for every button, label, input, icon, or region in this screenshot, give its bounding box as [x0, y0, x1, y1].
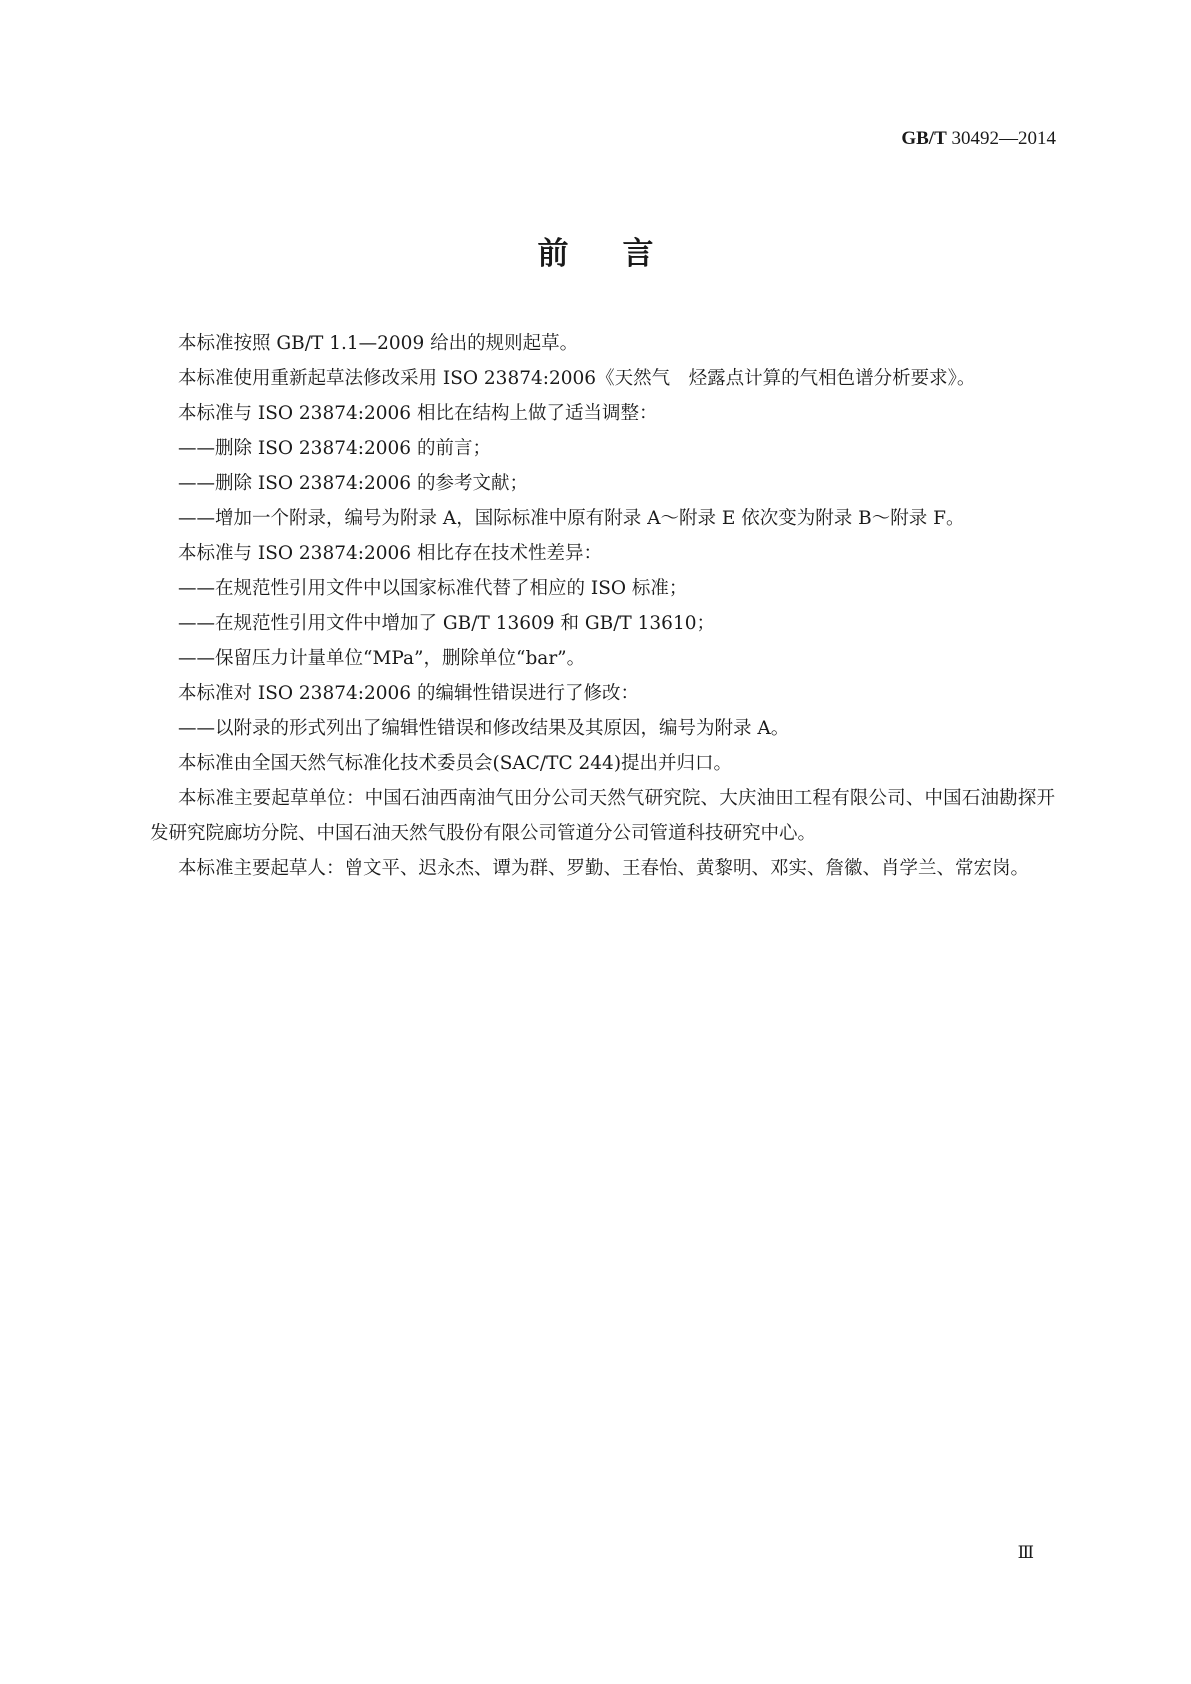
- list-item: ——增加一个附录，编号为附录 A，国际标准中原有附录 A～附录 E 依次变为附录 B～附录 F。: [178, 508, 965, 529]
- page-title: 前言: [537, 236, 708, 272]
- list-item: ——删除 ISO 23874:2006 的参考文献；: [178, 473, 528, 494]
- paragraph: 本标准对 ISO 23874:2006 的编辑性错误进行了修改：: [178, 683, 639, 704]
- document-code-number: 30492—2014: [951, 128, 1056, 149]
- paragraph: 本标准与 ISO 23874:2006 相比在结构上做了适当调整：: [178, 403, 658, 424]
- document-code-prefix: GB/T: [901, 128, 947, 149]
- paragraph: 本标准与 ISO 23874:2006 相比存在技术性差异：: [178, 543, 602, 564]
- list-item: ——在规范性引用文件中增加了 GB/T 13609 和 GB/T 13610；: [178, 613, 715, 634]
- list-item: ——在规范性引用文件中以国家标准代替了相应的 ISO 标准；: [178, 578, 688, 599]
- page-number: Ⅲ: [1017, 1543, 1034, 1562]
- list-item: ——以附录的形式列出了编辑性错误和修改结果及其原因，编号为附录 A。: [178, 718, 790, 739]
- list-item: ——删除 ISO 23874:2006 的前言；: [178, 438, 491, 459]
- paragraph: 本标准使用重新起草法修改采用 ISO 23874:2006《天然气 烃露点计算的气相色谱分析要求》。: [178, 368, 976, 389]
- list-item: ——保留压力计量单位“MPa”，删除单位“bar”。: [178, 648, 586, 669]
- document-code: [901, 128, 1056, 150]
- paragraph: 本标准按照 GB/T 1.1—2009 给出的规则起草。: [178, 333, 579, 354]
- foreword-body: [150, 326, 1055, 886]
- paragraph: 本标准主要起草人：曾文平、迟永杰、谭为群、罗勤、王春怡、黄黎明、邓实、詹徽、肖学兰、常宏岗。: [178, 858, 1030, 879]
- paragraph: 本标准由全国天然气标准化技术委员会(SAC/TC 244)提出并归口。: [178, 753, 733, 774]
- paragraph: 本标准主要起草单位：中国石油西南油气田分公司天然气研究院、大庆油田工程有限公司、中国石油勘探开发研究院廊坊分院、中国石油天然气股份有限公司管道分公司管道科技研究中心。: [150, 788, 1055, 844]
